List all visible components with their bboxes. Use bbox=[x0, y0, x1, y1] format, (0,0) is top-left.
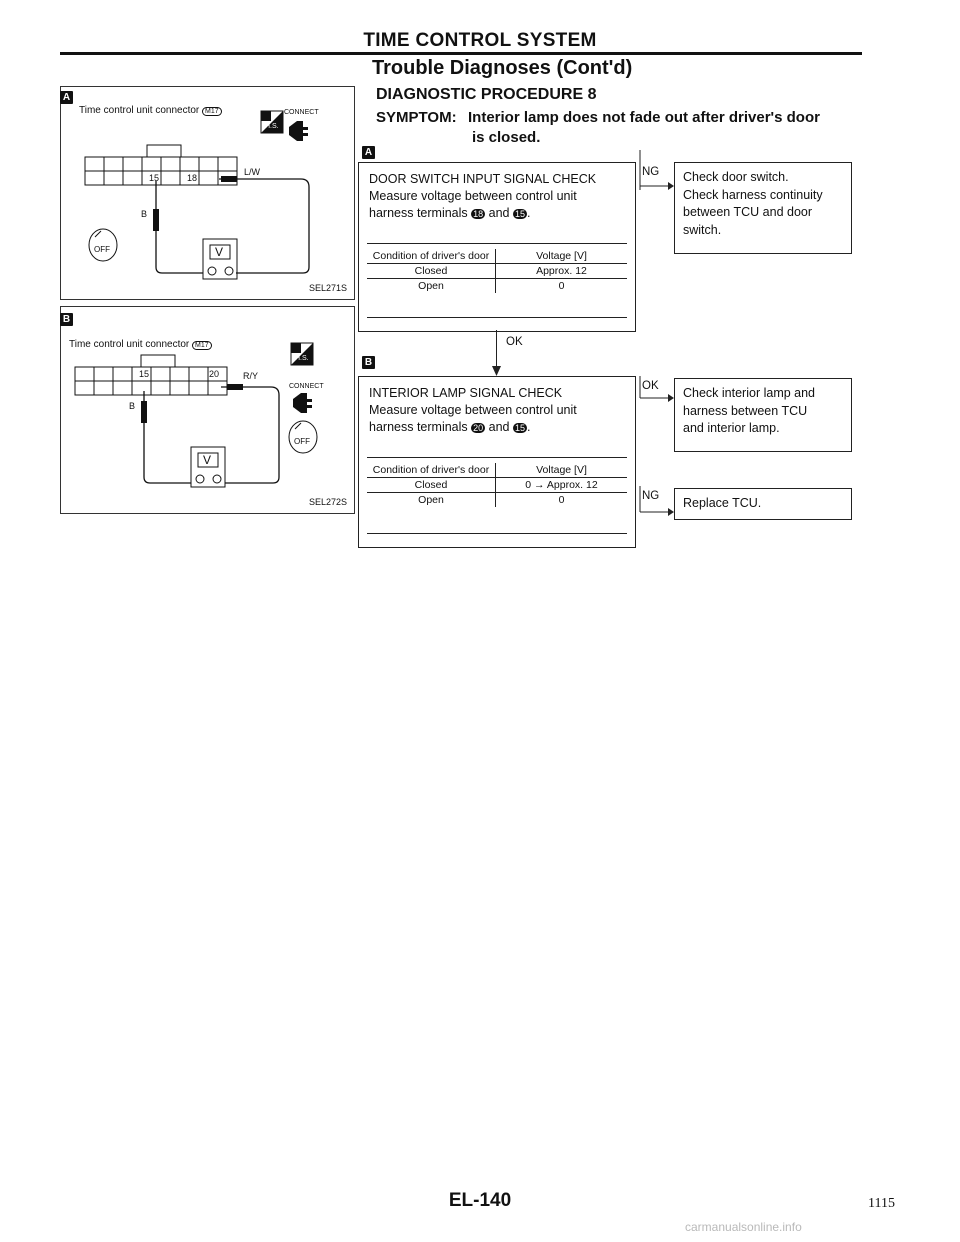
step-b-ok-arrow bbox=[634, 376, 674, 406]
result-b-ok-line2: harness between TCU bbox=[683, 403, 808, 418]
diagram-b-ground-wire: B bbox=[129, 401, 136, 411]
diagram-b-schematic bbox=[61, 307, 354, 513]
diagram-b-wire-color: R/Y bbox=[243, 371, 259, 381]
step-a-cond-closed: Closed bbox=[367, 264, 496, 279]
step-b-cond-open: Open bbox=[367, 493, 496, 508]
diagram-a-probe-tip bbox=[221, 176, 237, 182]
step-a-title: DOOR SWITCH INPUT SIGNAL CHECK bbox=[369, 172, 597, 186]
diagram-a-ground-wire: B bbox=[141, 209, 148, 219]
step-b-cond-closed: Closed bbox=[367, 478, 496, 493]
page-code: EL-140 bbox=[448, 1190, 512, 1211]
result-a-line4: switch. bbox=[683, 222, 722, 237]
step-b-line3-post: . bbox=[526, 420, 531, 434]
step-b-volt-closed: 0 → Approx. 12 bbox=[496, 478, 628, 493]
table-row bbox=[367, 493, 627, 508]
diagram-a-panel bbox=[60, 86, 355, 300]
step-a-terminal-1: 18 bbox=[473, 209, 484, 219]
diagram-a-probe-b bbox=[153, 209, 159, 231]
diagram-a-wire-color: L/W bbox=[244, 167, 261, 177]
diagram-a-schematic bbox=[61, 87, 354, 299]
diagram-b-wiring bbox=[144, 387, 279, 483]
step-b-terminal-1: 20 bbox=[473, 423, 484, 433]
watermark: carmanualsonline.info bbox=[685, 1220, 802, 1234]
step-a-line3-pre: harness terminals bbox=[369, 206, 472, 220]
diagram-b-badge: B bbox=[60, 313, 73, 326]
diagram-b-pin-20: 20 bbox=[209, 369, 220, 379]
step-a-ok-label: OK bbox=[506, 336, 523, 348]
diagram-a-wiring bbox=[156, 179, 309, 273]
diagram-b-hs-label: H.S. bbox=[295, 355, 309, 362]
step-a-line3 bbox=[369, 205, 596, 223]
step-a-line3-post: . bbox=[526, 206, 531, 220]
step-b-title: INTERIOR LAMP SIGNAL CHECK bbox=[369, 386, 563, 400]
diagram-a-pin-15: 15 bbox=[149, 173, 160, 183]
page-number: 1115 bbox=[868, 1196, 895, 1211]
step-a-terminal-2: 15 bbox=[514, 209, 525, 219]
step-a-ok-connector bbox=[496, 330, 497, 370]
diagram-b-code: SEL272S bbox=[309, 497, 348, 507]
step-b-ng-arrow bbox=[634, 486, 674, 516]
step-b-line3-pre: harness terminals bbox=[369, 420, 472, 434]
step-b-head-condition: Condition of driver's door bbox=[367, 463, 496, 478]
diagram-a-connect-label: CONNECT bbox=[284, 109, 319, 116]
step-b-and: and bbox=[485, 420, 513, 434]
result-b-ok-line3: and interior lamp. bbox=[683, 421, 780, 435]
diagram-b-panel bbox=[60, 306, 355, 514]
step-b-table-top-rule bbox=[367, 457, 627, 458]
result-check-door-switch bbox=[674, 162, 852, 254]
symptom-line1: Interior lamp does not fade out after driver's door bbox=[468, 109, 820, 126]
diagram-b-connect-label: CONNECT bbox=[289, 383, 324, 390]
result-a-line2: Check harness continuity bbox=[683, 187, 823, 202]
step-b-badge: B bbox=[362, 356, 375, 369]
diagram-a-code: SEL271S bbox=[309, 283, 348, 293]
diagram-b-switch-label: OFF bbox=[294, 437, 310, 446]
result-a-line1: Check door switch. bbox=[683, 170, 789, 184]
diagram-b-connector bbox=[75, 355, 227, 395]
step-b-head-voltage: Voltage [V] bbox=[496, 463, 628, 478]
diagram-b-probe-tip bbox=[227, 384, 243, 390]
step-a-ok-arrowhead bbox=[490, 366, 503, 376]
step-a-volt-closed: Approx. 12 bbox=[496, 264, 628, 279]
result-b-ok-line1: Check interior lamp and bbox=[683, 386, 816, 400]
table-row bbox=[367, 478, 627, 493]
diagram-a-connector bbox=[85, 145, 237, 185]
diagram-a-meter-label: V bbox=[215, 245, 224, 259]
diagram-a-connector-id: M17 bbox=[202, 107, 222, 116]
step-a-box bbox=[358, 162, 636, 332]
step-b-box bbox=[358, 376, 636, 548]
step-a-cond-open: Open bbox=[367, 279, 496, 294]
table-row bbox=[367, 463, 627, 478]
step-a-volt-open: 0 bbox=[558, 280, 565, 292]
diagram-a-caption-text: Time control unit connector bbox=[79, 105, 200, 116]
step-a-line2: Measure voltage between control unit bbox=[369, 189, 577, 203]
step-a-badge: A bbox=[362, 146, 375, 159]
result-check-interior-lamp bbox=[674, 378, 852, 452]
table-row bbox=[367, 264, 627, 279]
table-row bbox=[367, 279, 627, 294]
step-a-head-condition: Condition of driver's door bbox=[367, 249, 496, 264]
table-row bbox=[367, 249, 627, 264]
step-a-ng-label: NG bbox=[642, 166, 660, 178]
step-b-line3 bbox=[369, 419, 577, 437]
step-a-and: and bbox=[485, 206, 513, 220]
step-b-volt-open: 0 bbox=[558, 494, 565, 506]
diagram-b-connector-id: M17 bbox=[192, 341, 212, 350]
diagram-a-pin-18: 18 bbox=[187, 173, 198, 183]
symptom-block bbox=[376, 108, 876, 148]
connect-plug-icon bbox=[293, 393, 312, 413]
step-b-ok-label: OK bbox=[642, 380, 659, 392]
symptom-line2: is closed. bbox=[472, 129, 541, 146]
step-a-table-bottom-rule bbox=[367, 317, 627, 318]
diagram-a-switch-label: OFF bbox=[94, 245, 110, 254]
diagram-a-hs-label: H.S. bbox=[265, 123, 279, 130]
step-a-ng-arrow bbox=[634, 150, 674, 190]
symptom-label: SYMPTOM: bbox=[376, 109, 457, 126]
section-subtitle: Trouble Diagnoses (Cont'd) bbox=[372, 57, 633, 79]
result-replace-tcu bbox=[674, 488, 852, 520]
step-b-terminal-2: 15 bbox=[514, 423, 525, 433]
procedure-heading: DIAGNOSTIC PROCEDURE 8 bbox=[376, 86, 597, 103]
step-a-voltage-table bbox=[367, 249, 627, 293]
step-a-text bbox=[369, 171, 596, 223]
diagram-b-pin-15: 15 bbox=[139, 369, 150, 379]
diagram-b-probe-b bbox=[141, 401, 147, 423]
step-a-table-top-rule bbox=[367, 243, 627, 244]
step-a-head-voltage: Voltage [V] bbox=[496, 249, 628, 264]
step-b-ng-label: NG bbox=[642, 490, 660, 502]
result-a-line3: between TCU and door bbox=[683, 205, 813, 219]
step-b-line2: Measure voltage between control unit bbox=[369, 403, 577, 417]
diagram-b-caption-text: Time control unit connector bbox=[69, 339, 190, 350]
step-b-table-bottom-rule bbox=[367, 533, 627, 534]
step-b-voltage-table bbox=[367, 463, 627, 507]
page-title: TIME CONTROL SYSTEM bbox=[363, 30, 597, 51]
connect-plug-icon bbox=[289, 121, 308, 141]
diagram-b-meter-label: V bbox=[203, 453, 212, 467]
diagram-a-badge: A bbox=[60, 91, 73, 104]
result-b-ng-line1: Replace TCU. bbox=[683, 496, 762, 510]
step-b-text bbox=[369, 385, 577, 437]
title-rule bbox=[60, 52, 862, 55]
